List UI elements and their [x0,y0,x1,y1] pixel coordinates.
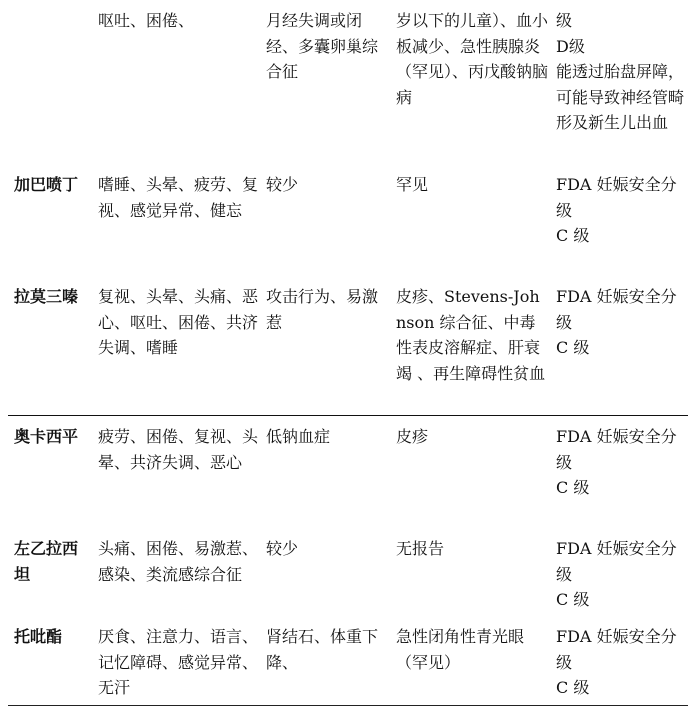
pregnancy-category [556,536,688,613]
pregnancy-category [556,172,688,249]
common-effects: 厌食、注意力、语言、记忆障碍、感觉异常、无汗 [98,627,259,697]
drug-name: 托吡酯 [14,627,63,646]
pregnancy-text: FDA 妊娠安全分级 C 级 [556,427,677,497]
table-divider [8,415,688,416]
drug-name: 左乙拉西坦 [14,539,79,584]
rare-effects: 皮疹、Stevens-Johnson 综合征、中毒性表皮溶解症、肝衰竭 、再生障碍性贫血 [396,287,546,383]
serious-effects: 低钠血症 [266,427,331,446]
rare-effects: 无报告 [396,539,445,558]
pregnancy-text: FDA 妊娠安全分级 C 级 [556,539,677,609]
pregnancy-category [556,8,688,136]
rare-effects: 岁以下的儿童）、血小板减少、急性胰腺炎（罕见）、丙戊酸钠脑病 [396,11,549,107]
common-effects: 嗜睡、头晕、疲劳、复视、感觉异常、健忘 [98,175,259,220]
pregnancy-category [556,424,688,501]
pregnancy-text: 级 D级 能透过胎盘屏障，可能导致神经管畸形及新生儿出血 [556,11,685,132]
drug-name: 奥卡西平 [14,427,79,446]
serious-effects: 较少 [266,539,299,558]
rare-effects: 罕见 [396,175,429,194]
rare-effects: 急性闭角性青光眼（罕见） [396,627,525,672]
common-effects: 疲劳、困倦、复视、头晕、共济失调、恶心 [98,427,259,472]
table-bottom-rule [8,705,688,706]
serious-effects: 攻击行为、易激惹 [266,287,379,332]
drug-name: 拉莫三嗪 [14,287,79,306]
serious-effects: 肾结石、体重下降、 [266,627,379,672]
pregnancy-text: FDA 妊娠安全分级 C 级 [556,175,677,245]
pregnancy-text: FDA 妊娠安全分级 C 级 [556,287,677,357]
pregnancy-text: FDA 妊娠安全分级 C 级 [556,627,677,697]
pregnancy-category [556,284,688,361]
pregnancy-category [556,624,688,701]
serious-effects: 较少 [266,175,299,194]
serious-effects: 月经失调或闭经、多囊卵巢综合征 [266,11,379,81]
common-effects: 头痛、困倦、易激惹、感染、类流感综合征 [98,539,259,584]
rare-effects: 皮疹 [396,427,429,446]
common-effects: 复视、头晕、头痛、恶心、呕吐、困倦、共济失调、嗜睡 [98,287,259,357]
drug-name: 加巴喷丁 [14,175,79,194]
common-effects: 呕吐、困倦、 [98,11,195,30]
